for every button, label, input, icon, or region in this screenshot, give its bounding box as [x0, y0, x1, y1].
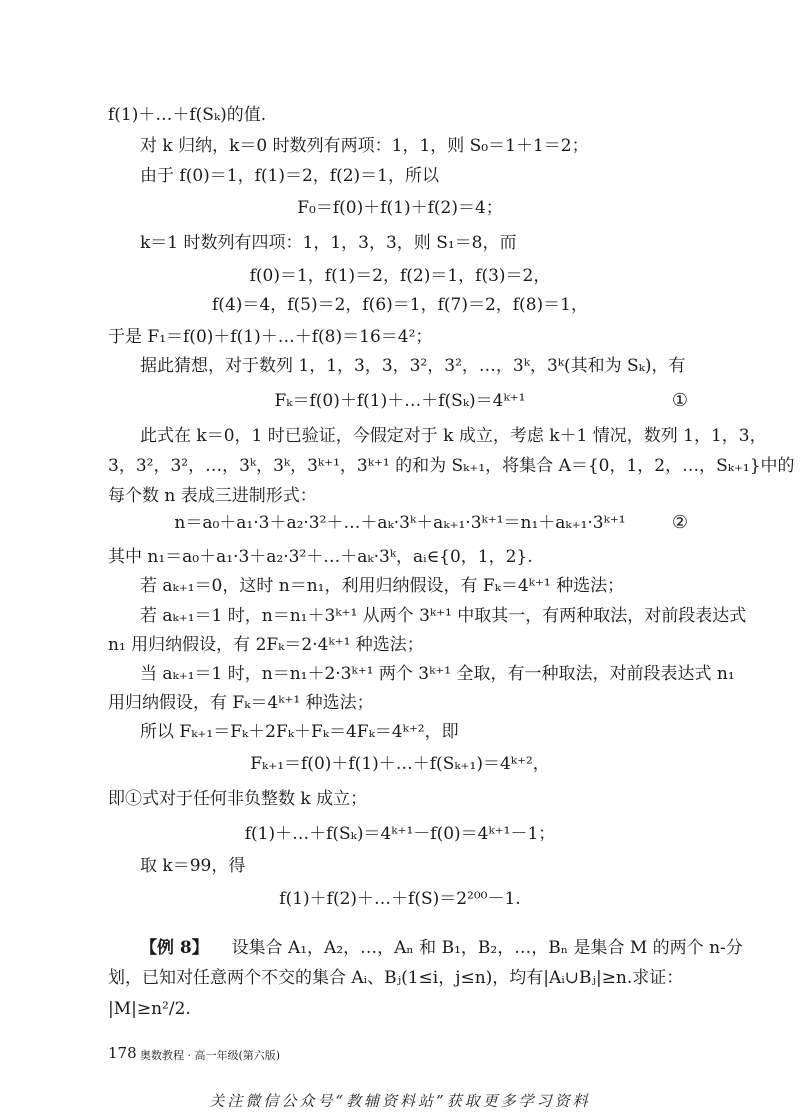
text-line: 当 aₖ₊₁＝1 时，n＝n₁＋2·3ᵏ⁺¹ 两个 3ᵏ⁺¹ 全取，有一种取法，对前段表达式 n₁	[140, 664, 735, 684]
text-line: 对 k 归纳，k＝0 时数列有两项：1，1，则 S₀＝1＋1＝2；	[140, 136, 589, 156]
text-line: 若 aₖ₊₁＝0，这时 n＝n₁，利用归纳假设，有 Fₖ＝4ᵏ⁺¹ 种选法；	[140, 576, 625, 596]
text-line: 用归纳假设，有 Fₖ＝4ᵏ⁺¹ 种选法；	[108, 693, 374, 713]
example-label: 【例 8】	[140, 938, 209, 958]
page-number: 178	[108, 1044, 137, 1062]
text-line: k＝1 时数列有四项：1，1，3，3，则 S₁＝8，而	[140, 233, 517, 253]
formula-line: f(4)＝4，f(5)＝2，f(6)＝1，f(7)＝2，f(8)＝1，	[212, 295, 588, 315]
example-heading	[140, 936, 743, 960]
example-text: 设集合 A₁，A₂，…，Aₙ 和 B₁，B₂，…，Bₙ 是集合 M 的两个 n-分	[231, 938, 743, 958]
text-line: 其中 n₁＝a₀＋a₁·3＋a₂·3²＋…＋aₖ·3ᵏ，aᵢ∈{0，1，2}.	[108, 547, 533, 567]
text-line: 即①式对于任何非负整数 k 成立；	[108, 789, 368, 809]
text-line: 划，已知对任意两个不交的集合 Aᵢ、Bⱼ(1≤i，j≤n)，均有|Aᵢ∪Bⱼ|≥n.求证：	[108, 968, 684, 988]
formula-line: n＝a₀＋a₁·3＋a₂·3²＋…＋aₖ·3ᵏ＋aₖ₊₁·3ᵏ⁺¹＝n₁＋aₖ₊₁·3ᵏ⁺¹	[174, 513, 626, 533]
watermark-text: 关注微信公众号“教辅资料站”获取更多学习资料	[209, 1092, 591, 1110]
text-line: 每个数 n 表成三进制形式：	[108, 486, 317, 506]
text-line: |M|≥n²/2.	[108, 999, 191, 1019]
text-line: 据此猜想，对于数列 1，1，3，3，3²，3²，…，3ᵏ，3ᵏ(其和为 Sₖ)，有	[140, 356, 686, 376]
formula-line: f(1)＋…＋f(Sₖ)＝4ᵏ⁺¹－f(0)＝4ᵏ⁺¹－1；	[244, 824, 556, 844]
formula-line: Fₖ＝f(0)＋f(1)＋…＋f(Sₖ)＝4ᵏ⁺¹	[274, 391, 526, 411]
book-title: 奥数教程 · 高一年级(第六版)	[140, 1049, 281, 1062]
formula-line: Fₖ₊₁＝f(0)＋f(1)＋…＋f(Sₖ₊₁)＝4ᵏ⁺²，	[250, 754, 550, 774]
text-line: 所以 Fₖ₊₁＝Fₖ＋2Fₖ＋Fₖ＝4Fₖ＝4ᵏ⁺²，即	[140, 722, 459, 742]
formula-line: F₀＝f(0)＋f(1)＋f(2)＝4；	[297, 198, 503, 218]
text-line: 3，3²，3²，…，3ᵏ，3ᵏ，3ᵏ⁺¹，3ᵏ⁺¹ 的和为 Sₖ₊₁，将集合 A＝{0，1，2，…，Sₖ₊₁}中的	[108, 456, 795, 476]
text-line: f(1)＋…＋f(Sₖ)的值.	[108, 105, 267, 125]
text-line: n₁ 用归纳假设，有 2Fₖ＝2·4ᵏ⁺¹ 种选法；	[108, 635, 424, 655]
text-line: 此式在 k＝0，1 时已验证，今假定对于 k 成立，考虑 k＋1 情况，数列 1，1，3，	[140, 426, 767, 446]
text-line: 取 k＝99，得	[140, 856, 246, 876]
text-line: 由于 f(0)＝1，f(1)＝2，f(2)＝1，所以	[140, 166, 439, 186]
formula-line: f(0)＝1，f(1)＝2，f(2)＝1，f(3)＝2，	[249, 266, 551, 286]
text-line: 若 aₖ₊₁＝1 时，n＝n₁＋3ᵏ⁺¹ 从两个 3ᵏ⁺¹ 中取其一，有两种取法，对前段表达式	[140, 606, 747, 626]
equation-marker: ①	[671, 390, 688, 411]
equation-marker: ②	[671, 512, 688, 533]
text-line: 于是 F₁＝f(0)＋f(1)＋…＋f(8)＝16＝4²；	[108, 327, 433, 347]
formula-line: f(1)＋f(2)＋…＋f(S)＝2²⁰⁰－1.	[279, 889, 521, 909]
